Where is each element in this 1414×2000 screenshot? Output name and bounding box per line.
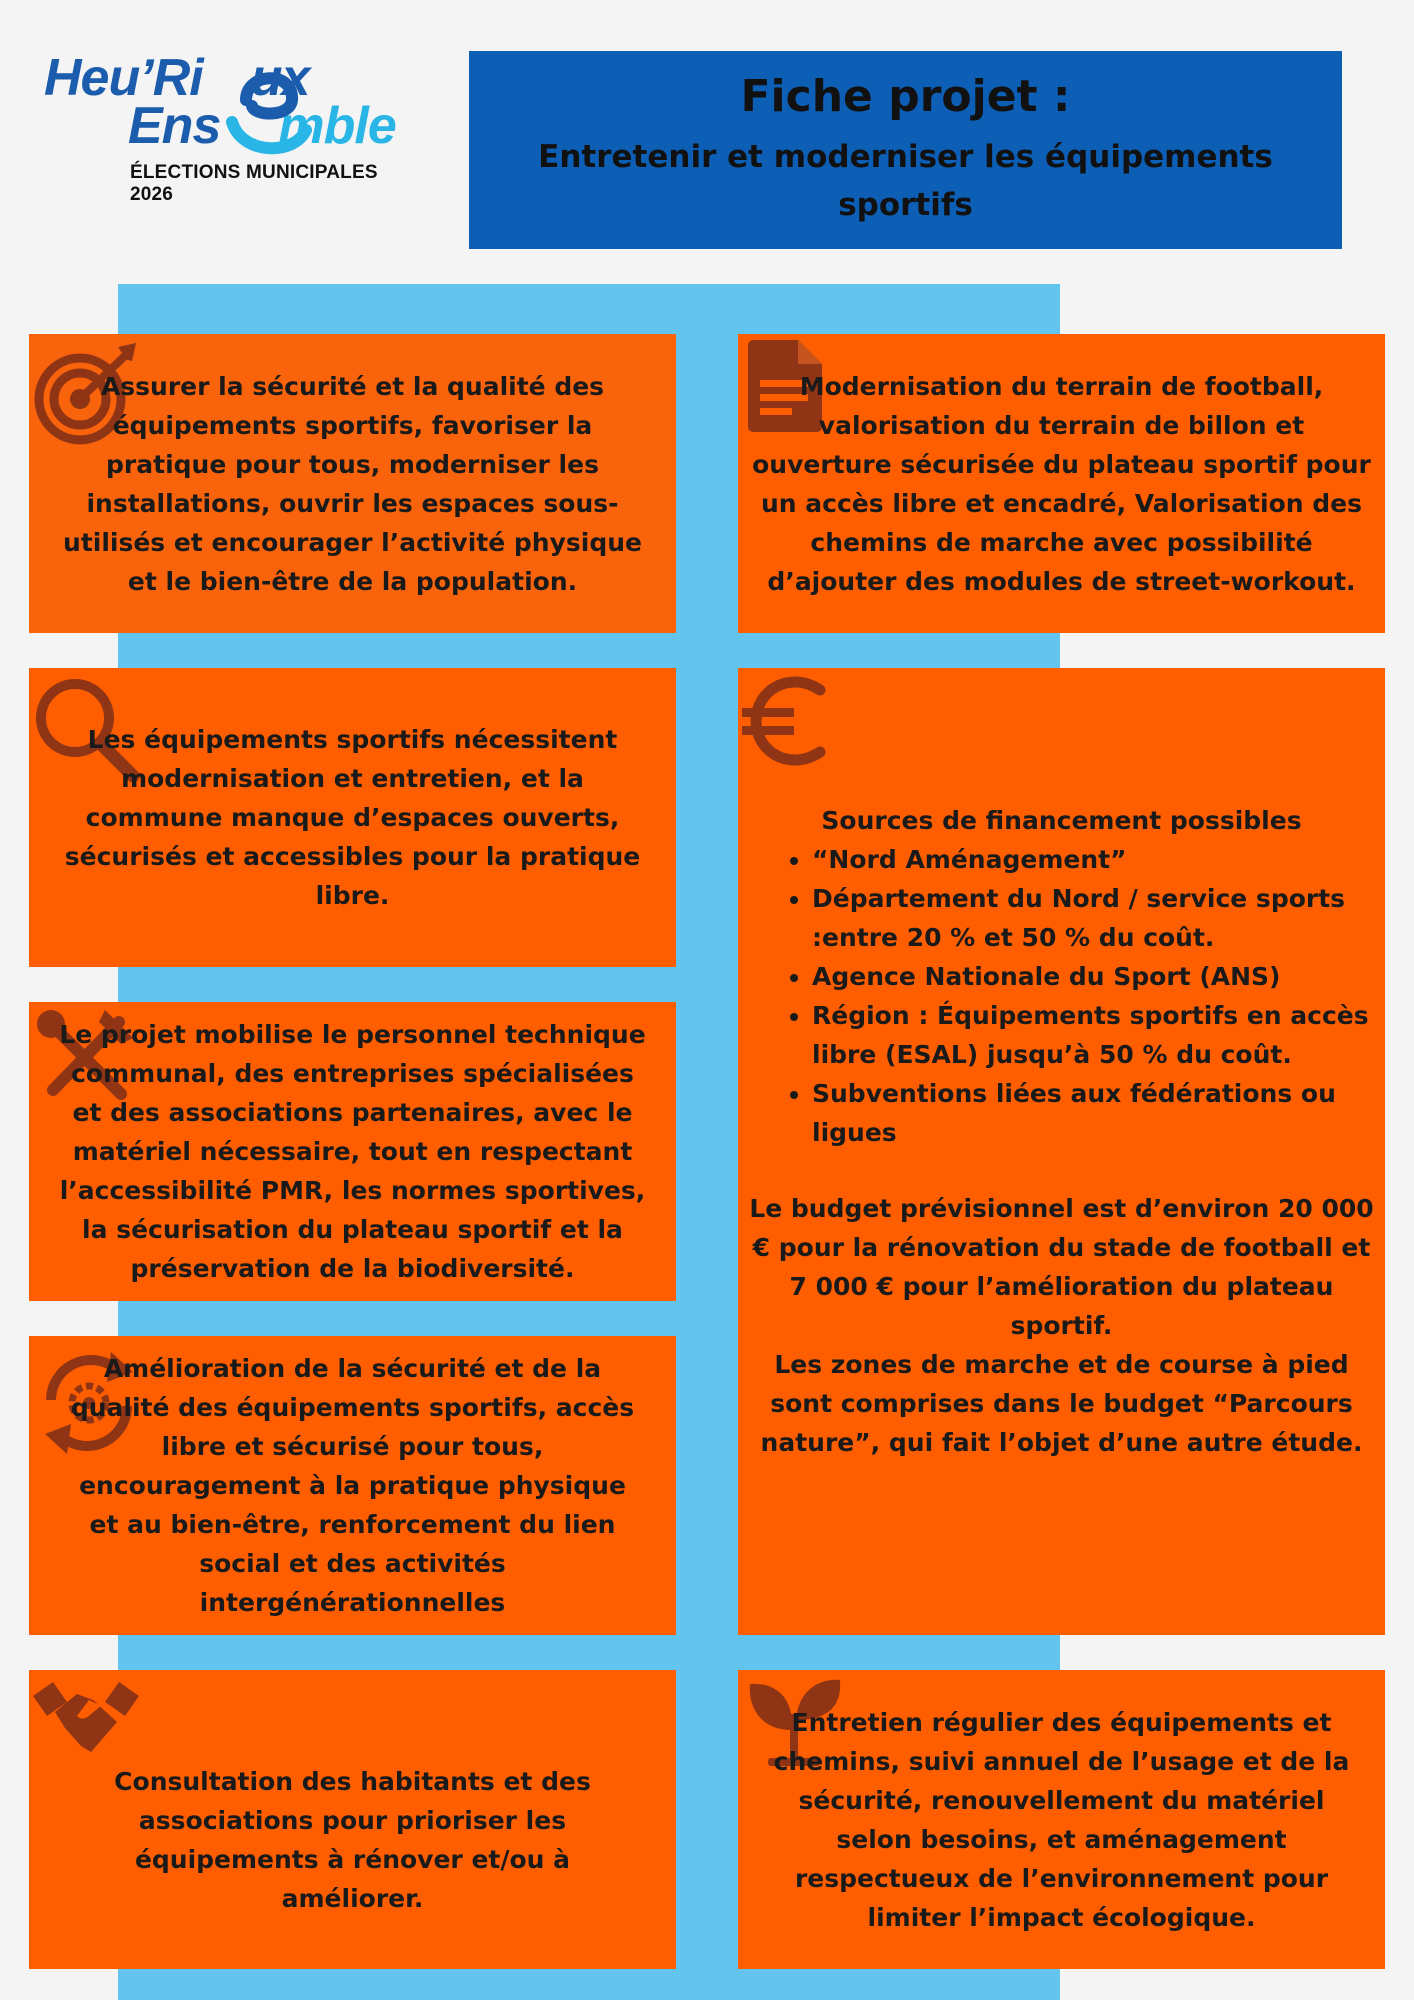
funding-source-item: • Département du Nord / service sports :entre 20 % et 50 % du coût. — [812, 879, 1375, 957]
means-text: Le projet mobilise le personnel technique communal, des entreprises spécialisées et des associations partenaires, avec le matériel nécessaire, tout en respectant l’accessibilité PMR, les normes sportives, la sécurisation du plateau sportif et la préservation de la biodiversité. — [59, 1020, 646, 1283]
funding-sources-list — [748, 840, 1375, 1152]
funding-source-item: • “Nord Aménagement” — [812, 840, 1375, 879]
description-text: Modernisation du terrain de football, valorisation du terrain de billon et ouverture sécurisée du plateau sportif pour un accès libre et encadré, Valorisation des chemins de marche avec possibilité d’ajouter des modules de street-workout. — [752, 371, 1371, 596]
card-description — [738, 334, 1385, 633]
partners-text: Consultation des habitants et des associations pour prioriser les équipements à rénover et/ou à améliorer. — [114, 1766, 591, 1913]
logo-text-mble: mble — [278, 97, 396, 155]
funding-source-item: • Région : Équipements sportifs en accès libre (ESAL) jusqu’à 50 % du coût. — [812, 996, 1375, 1074]
page-header — [469, 51, 1342, 249]
funding-title: Sources de financement possibles — [821, 806, 1302, 835]
walking-zones-text: Les zones de marche et de course à pied sont comprises dans le budget “Parcours nature”, qui fait l’objet d’une autre étude. — [760, 1350, 1363, 1457]
funding-source-item: • Subventions liées aux fédérations ou ligues — [812, 1074, 1375, 1152]
card-means — [29, 1002, 676, 1301]
card-objectives — [29, 334, 676, 633]
logo-text-ri: Ri — [152, 49, 203, 107]
logo-text-heu: Heu’ — [44, 49, 153, 107]
logo-text-ens: Ens — [128, 97, 221, 155]
sustainability-text: Entretien régulier des équipements et chemins, suivi annuel de l’usage et de la sécurité, renouvellement du matériel selon besoins, et aménagement respectueux de l’environnement pour limiter l’impact écologique. — [773, 1707, 1350, 1932]
logo-subtitle: ÉLECTIONS MUNICIPALES 2026 — [130, 162, 378, 205]
page-subtitle: Entretenir et moderniser les équipements sportifs — [538, 139, 1273, 224]
funding-source-item: • Agence Nationale du Sport (ANS) — [812, 957, 1375, 996]
diagnostic-text: Les équipements sportifs nécessitent modernisation et entretien, et la commune manque d’espaces ouverts, sécurisés et accessibles pour la pratique libre. — [64, 725, 641, 910]
page-title: Fiche projet : — [740, 70, 1071, 122]
card-diagnostic — [29, 668, 676, 967]
results-text: Amélioration de la sécurité et de la qualité des équipements sportifs, accès libre et sécurisé pour tous, encouragement à la pratique physique et au bien-être, renforcement du lien social et des activités intergénérationnelles — [70, 1354, 635, 1617]
card-results — [29, 1336, 676, 1635]
euro-icon — [742, 676, 832, 766]
campaign-logo — [44, 49, 424, 205]
objectives-text: Assurer la sécurité et la qualité des équipements sportifs, favoriser la pratique pour tous, moderniser les installations, ouvrir les espaces sous-utilisés et encourager l’activité physique et le bien-être de la population. — [63, 371, 642, 596]
logo-text-ux: ux — [250, 49, 310, 107]
logo-e-icon — [224, 60, 314, 160]
funding-content — [748, 801, 1375, 1462]
card-sustainability — [738, 1670, 1385, 1969]
card-partners — [29, 1670, 676, 1969]
budget-text: Le budget prévisionnel est d’environ 20 000 € pour la rénovation du stade de football et 7 000 € pour l’amélioration du plateau sportif. — [749, 1194, 1374, 1340]
handshake-icon — [31, 1676, 141, 1772]
card-funding — [738, 668, 1385, 1635]
